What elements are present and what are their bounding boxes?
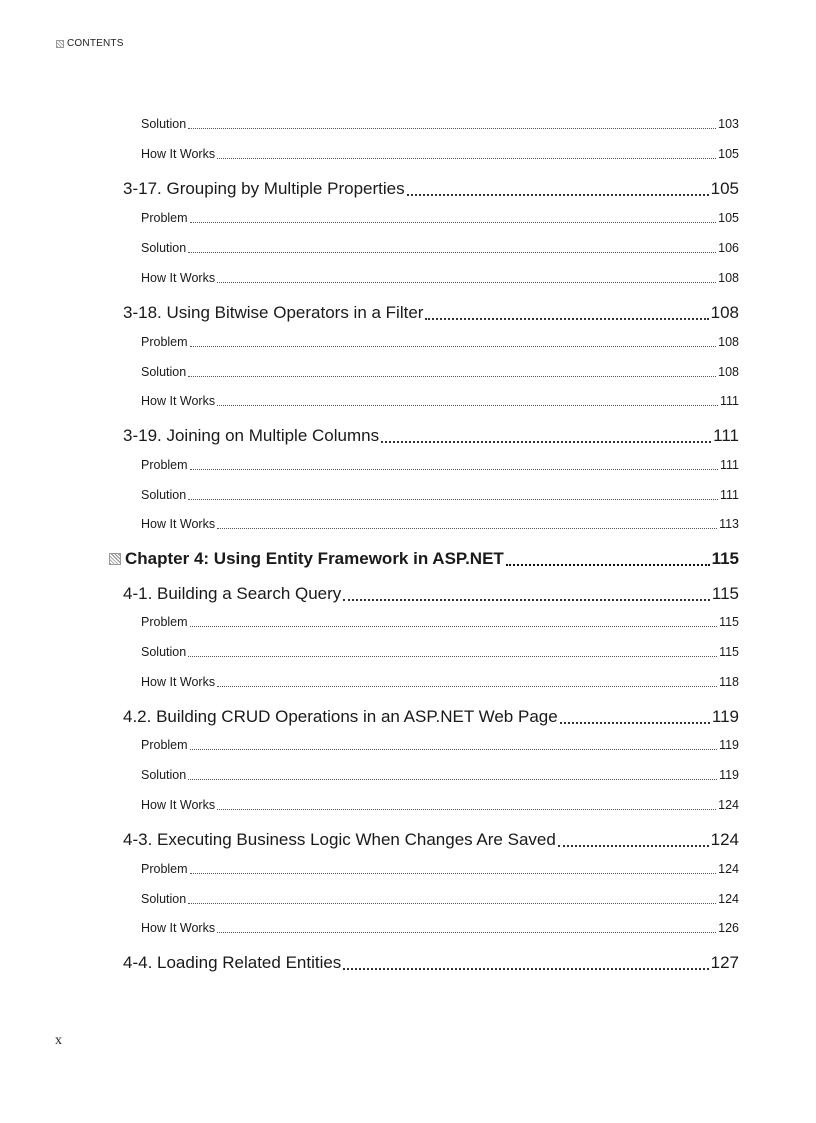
dot-leader <box>217 405 718 406</box>
toc-chapter-entry[interactable] <box>109 549 739 569</box>
toc-recipe-entry[interactable] <box>123 953 739 973</box>
running-header-label: CONTENTS <box>67 38 124 49</box>
toc-entry-page-number: 115 <box>719 615 739 629</box>
dot-leader <box>188 499 718 500</box>
toc-entry-page-number: 108 <box>718 335 739 349</box>
dot-leader <box>217 932 716 933</box>
toc-entry-title: Solution <box>141 241 187 255</box>
toc-subsection-entry[interactable] <box>141 862 739 876</box>
page-folio: x <box>55 1033 62 1048</box>
toc-recipe-entry[interactable] <box>123 707 739 727</box>
toc-subsection-entry[interactable] <box>141 488 739 502</box>
toc-entry-title: Solution <box>141 488 187 502</box>
toc-recipe-entry[interactable] <box>123 830 739 850</box>
toc-subsection-entry[interactable] <box>141 365 739 379</box>
dot-leader <box>381 441 711 443</box>
toc-subsection-entry[interactable] <box>141 798 739 812</box>
dot-leader <box>188 903 716 904</box>
toc-entry-page-number: 124 <box>710 830 739 849</box>
toc-entry-page-number: 113 <box>719 517 739 531</box>
toc-entry-page-number: 127 <box>710 953 739 972</box>
toc-entry-title: Solution <box>141 645 187 659</box>
toc-entry-title: Solution <box>141 117 187 131</box>
chapter-marker-icon <box>109 553 121 565</box>
toc-entry-title: Problem <box>141 458 188 472</box>
toc-recipe-entry[interactable] <box>123 303 739 323</box>
toc-subsection-entry[interactable] <box>141 517 739 531</box>
toc-entry-page-number: 111 <box>719 488 739 502</box>
dot-leader <box>217 528 717 529</box>
toc-entry-title: 4-4. Loading Related Entities <box>123 953 342 972</box>
toc-recipe-entry[interactable] <box>123 426 739 446</box>
toc-subsection-entry[interactable] <box>141 768 739 782</box>
toc-recipe-entry[interactable] <box>123 584 739 604</box>
toc-entry-page-number: 119 <box>719 738 739 752</box>
toc-subsection-entry[interactable] <box>141 921 739 935</box>
toc-subsection-entry[interactable] <box>141 675 739 689</box>
toc-subsection-entry[interactable] <box>141 117 739 131</box>
toc-entry-title: How It Works <box>141 675 216 689</box>
toc-subsection-entry[interactable] <box>141 271 739 285</box>
toc-entry-title: 3-17. Grouping by Multiple Properties <box>123 179 405 198</box>
toc-subsection-entry[interactable] <box>141 211 739 225</box>
dot-leader <box>506 564 710 566</box>
toc-entry-page-number: 103 <box>718 117 739 131</box>
toc-entry-title: 4.2. Building CRUD Operations in an ASP.NET Web Page <box>123 707 558 726</box>
toc-subsection-entry[interactable] <box>141 147 739 161</box>
dot-leader <box>188 656 717 657</box>
dot-leader <box>407 194 709 196</box>
dot-leader <box>188 779 717 780</box>
dot-leader <box>190 346 717 347</box>
dot-leader <box>217 686 717 687</box>
toc-entry-title: 3-19. Joining on Multiple Columns <box>123 426 380 445</box>
toc-entry-page-number: 119 <box>719 768 739 782</box>
dot-leader <box>217 282 716 283</box>
dot-leader <box>560 722 710 724</box>
toc-entry-title: 4-3. Executing Business Logic When Changes Are Saved <box>123 830 556 849</box>
toc-subsection-entry[interactable] <box>141 458 739 472</box>
dot-leader <box>217 158 716 159</box>
toc-entry-page-number: 111 <box>719 394 739 408</box>
toc-entry-page-number: 115 <box>711 584 739 603</box>
toc-subsection-entry[interactable] <box>141 615 739 629</box>
dot-leader <box>190 626 718 627</box>
dot-leader <box>190 469 718 470</box>
toc-subsection-entry[interactable] <box>141 394 739 408</box>
toc-entry-title: How It Works <box>141 147 216 161</box>
toc-subsection-entry[interactable] <box>141 335 739 349</box>
dot-leader <box>188 252 716 253</box>
toc-entry-page-number: 105 <box>718 147 739 161</box>
toc-entry-title: How It Works <box>141 921 216 935</box>
toc-entry-title: Problem <box>141 335 188 349</box>
dot-leader <box>558 845 709 847</box>
toc-entry-page-number: 111 <box>719 458 739 472</box>
toc-entry-title: Problem <box>141 862 188 876</box>
dot-leader <box>343 599 710 601</box>
dot-leader <box>188 128 716 129</box>
toc-entry-title: 3-18. Using Bitwise Operators in a Filter <box>123 303 424 322</box>
toc-entry-title: How It Works <box>141 271 216 285</box>
dot-leader <box>190 749 718 750</box>
toc-entry-title: How It Works <box>141 517 216 531</box>
toc-entry-page-number: 126 <box>718 921 739 935</box>
toc-entry-page-number: 124 <box>718 892 739 906</box>
dot-leader <box>217 809 716 810</box>
toc-entry-title: Solution <box>141 892 187 906</box>
toc-subsection-entry[interactable] <box>141 738 739 752</box>
toc-entry-title: 4-1. Building a Search Query <box>123 584 342 603</box>
dot-leader <box>190 873 717 874</box>
toc-entry-title: Solution <box>141 768 187 782</box>
toc-entry-page-number: 115 <box>711 549 739 568</box>
dot-leader <box>190 222 717 223</box>
section-marker-icon <box>56 40 64 48</box>
toc-entry-title: Problem <box>141 615 188 629</box>
toc-entry-page-number: 124 <box>718 862 739 876</box>
toc-entry-page-number: 118 <box>719 675 739 689</box>
toc-subsection-entry[interactable] <box>141 241 739 255</box>
toc-entry-page-number: 108 <box>710 303 739 322</box>
dot-leader <box>425 318 708 320</box>
toc-subsection-entry[interactable] <box>141 892 739 906</box>
toc-entry-page-number: 124 <box>718 798 739 812</box>
toc-entry-title: How It Works <box>141 798 216 812</box>
toc-recipe-entry[interactable] <box>123 179 739 199</box>
toc-entry-title: Chapter 4: Using Entity Framework in ASP.NET <box>125 549 504 568</box>
toc-entry-page-number: 105 <box>710 179 739 198</box>
toc-entry-title: Problem <box>141 211 188 225</box>
toc-entry-title: Problem <box>141 738 188 752</box>
running-header <box>56 38 124 49</box>
toc-entry-page-number: 119 <box>711 707 739 726</box>
toc-entry-page-number: 115 <box>719 645 739 659</box>
toc-entry-page-number: 108 <box>718 271 739 285</box>
toc-entry-page-number: 106 <box>718 241 739 255</box>
toc-entry-page-number: 111 <box>713 426 739 445</box>
toc-entry-title: Solution <box>141 365 187 379</box>
dot-leader <box>343 968 708 970</box>
toc-entry-page-number: 105 <box>718 211 739 225</box>
toc-subsection-entry[interactable] <box>141 645 739 659</box>
toc-entry-page-number: 108 <box>718 365 739 379</box>
toc-entry-title: How It Works <box>141 394 216 408</box>
dot-leader <box>188 376 716 377</box>
